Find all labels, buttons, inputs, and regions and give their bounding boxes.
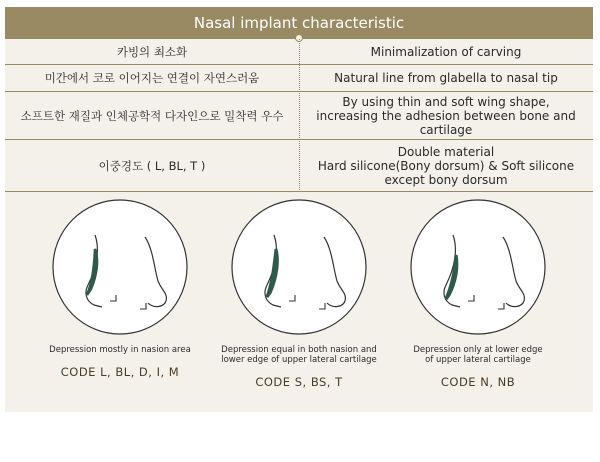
figure-depression-equal (214, 197, 384, 389)
figure-panel (5, 197, 593, 407)
figure-code: CODE L, BL, D, I, M (60, 365, 180, 379)
figure-caption: Depression mostly in nasion area (49, 345, 191, 355)
row-en: Double material Hard silicone(Bony dorsum) & Soft silicone except bony dorsum (317, 144, 575, 187)
row-en: By using thin and soft wing shape, increasing the adhesion between bone and cartilage (316, 94, 576, 137)
row-en: Natural line from glabella to nasal tip (334, 71, 558, 85)
nose-profile-diagram (408, 197, 548, 337)
nose-profile-diagram (229, 197, 369, 337)
row-ko: 소프트한 재질과 인체공학적 다자인으로 밀착력 우수 (20, 108, 284, 123)
figure-caption: Depression equal in both nasion and lower edge of upper lateral cartilage (221, 345, 377, 365)
column-divider (299, 39, 300, 192)
row-ko: 이중경도 ( L, BL, T ) (98, 158, 206, 173)
row-ko: 카빙의 최소화 (116, 44, 188, 59)
header-bar (5, 7, 593, 39)
figure-depression-nasion (35, 197, 205, 379)
implant-sheet (5, 7, 593, 412)
nose-profile-diagram (50, 197, 190, 337)
figure-code: CODE N, NB (440, 375, 516, 389)
figure-depression-lower-edge (393, 197, 563, 389)
row-en: Minimalization of carving (370, 44, 522, 59)
figure-code: CODE S, BS, T (255, 375, 343, 389)
row-ko: 미간에서 코로 이어지는 연결이 자연스러움 (44, 71, 260, 85)
page-title: Nasal implant characteristic (193, 14, 405, 32)
figure-caption: Depression only at lower edge of upper lateral cartilage (413, 345, 543, 365)
